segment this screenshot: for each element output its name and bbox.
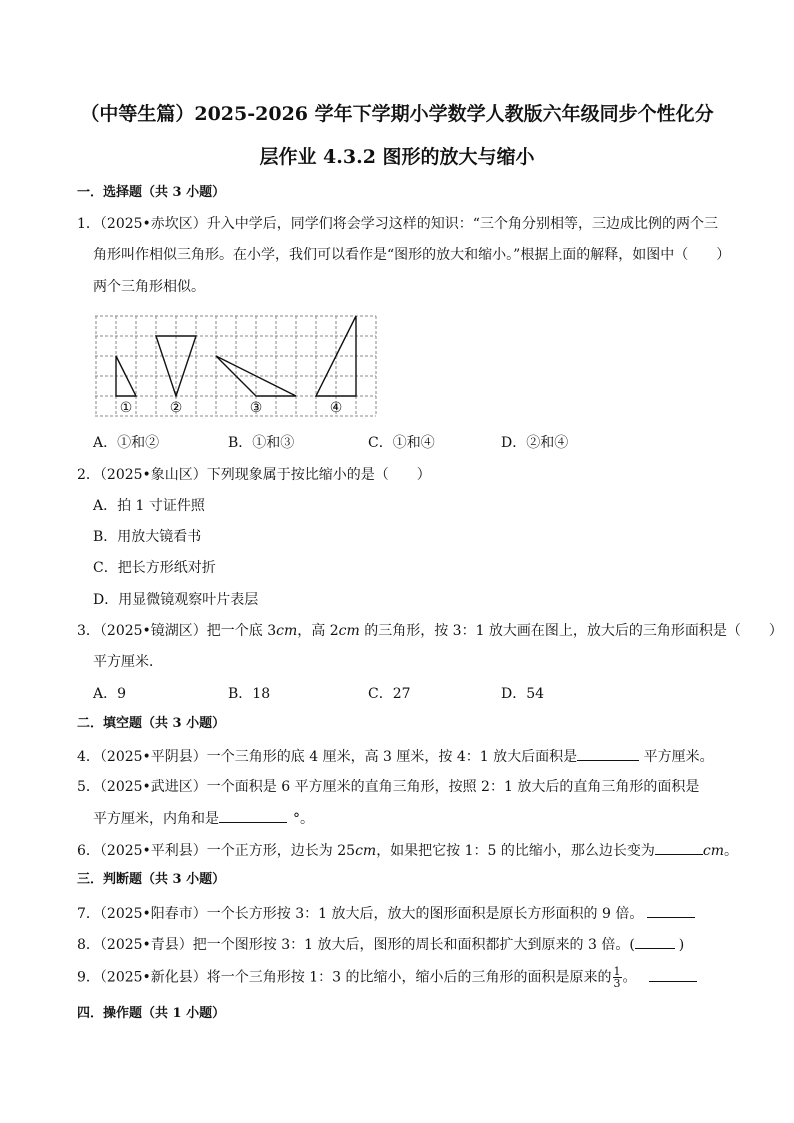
q8-answer-blank[interactable] [635, 934, 675, 949]
question-6 [77, 840, 738, 861]
q6-unit-2: cm [702, 843, 725, 859]
q1-line-3: 两个三角形相似。 [93, 279, 205, 295]
q6-unit-1: cm [355, 843, 377, 859]
q2-option-c[interactable]: C．把长方形纸对折 [93, 560, 216, 576]
q9-fraction-numerator: 1 [613, 965, 621, 978]
q2-stem: 2．（2025•象山区）下列现象属于按比缩小的是（ ） [77, 467, 431, 483]
q1-line-2: 角形叫作相似三角形。在小学，我们可以看作是“图形的放大和缩小。”根据上面的解释，如图中（ ） [93, 247, 731, 263]
q3-line-2: 平方厘米． [93, 654, 163, 670]
figure-label-4: ④ [329, 400, 343, 416]
title-line-1: （中等生篇）2025-2026 学年下学期小学数学人教版六年级同步个性化分 [80, 103, 714, 125]
section-heading-choice: 一．选择题（共 3 小题） [77, 185, 226, 200]
q5-line-1: 5．（2025•武进区）一个面积是 6 平方厘米的直角三角形，按照 2：1 放大后的直角三角形的面积是 [77, 779, 700, 795]
q9-fraction-denominator: 3 [613, 977, 621, 990]
q5-text-a: 平方厘米，内角和是 [93, 811, 219, 827]
q3-option-b[interactable]: B．18 [228, 686, 271, 702]
q3-unit-2: cm [338, 623, 360, 639]
q6-answer-blank[interactable] [655, 840, 703, 855]
q7-answer-blank[interactable] [647, 903, 695, 918]
q1-option-d[interactable]: D．②和④ [501, 435, 569, 451]
figure-label-1: ① [119, 400, 133, 416]
q5-answer-blank[interactable] [219, 808, 287, 823]
q1-line-1: 1．（2025•赤坎区）升入中学后，同学们将会学习这样的知识：“三个角分别相等，三边成比例的两个三 [77, 216, 718, 232]
q9-text-a: 9．（2025•新化县）将一个三角形按 1：3 的比缩小，缩小后的三角形的面积是原来的 [77, 969, 612, 986]
q2-option-d[interactable]: D．用显微镜观察叶片表层 [93, 592, 259, 608]
q4-text-a: 4．（2025•平阴县）一个三角形的底 4 厘米，高 3 厘米，按 4：1 放大后面积是 [77, 749, 578, 765]
figure-label-3: ③ [249, 400, 263, 416]
q1-option-c[interactable]: C．①和④ [368, 435, 435, 451]
q3-text-b: ，高 2 [297, 623, 339, 639]
question-9 [77, 966, 697, 989]
q6-text-b: ，如果把它按 1：5 的比缩小，那么边长变为 [376, 843, 655, 859]
q3-option-a[interactable]: A．9 [93, 686, 127, 702]
question-7 [77, 903, 695, 924]
q4-text-b: 平方厘米。 [639, 749, 714, 765]
question-4 [77, 746, 714, 767]
section-heading-fill: 二．填空题（共 3 小题） [77, 716, 226, 731]
q5-line-2 [93, 808, 314, 829]
q3-option-d[interactable]: D．54 [501, 686, 545, 702]
section-heading-judge: 三．判断题（共 3 小题） [77, 872, 226, 887]
q6-text-a: 6．（2025•平利县）一个正方形，边长为 25 [77, 843, 356, 859]
q1-option-a[interactable]: A．①和② [93, 435, 160, 451]
q1-triangle-figure [95, 315, 377, 417]
q6-text-c: 。 [724, 843, 739, 859]
question-8 [77, 934, 684, 955]
q3-unit-1: cm [276, 623, 298, 639]
title-line-2: 层作业 4.3.2 图形的放大与缩小 [259, 146, 535, 168]
figure-label-2: ② [169, 400, 183, 416]
q4-answer-blank[interactable] [577, 746, 639, 761]
section-heading-operation: 四．操作题（共 1 小题） [77, 1006, 226, 1021]
q3-line-1 [77, 621, 783, 641]
q3-text-c: 的三角形，按 3：1 放大画在图上，放大后的三角形面积是（ ） [359, 623, 783, 639]
q5-text-b: °。 [293, 811, 314, 827]
q1-option-b[interactable]: B．①和③ [228, 435, 295, 451]
q3-option-c[interactable]: C．27 [368, 686, 411, 702]
q3-text-a: 3．（2025•镜湖区）把一个底 3 [77, 623, 277, 639]
q2-option-a[interactable]: A．拍 1 寸证件照 [93, 498, 205, 514]
q9-text-b: 。 [622, 969, 637, 986]
q8-text-b: ) [678, 937, 685, 953]
q9-answer-blank[interactable] [649, 967, 697, 982]
q2-option-b[interactable]: B．用放大镜看书 [93, 529, 202, 545]
q9-fraction [613, 966, 622, 989]
q8-text-a: 8．（2025•青县）把一个图形按 3：1 放大后，图形的周长和面积都扩大到原来的 3 倍。( [77, 937, 635, 953]
q7-text: 7．（2025•阳春市）一个长方形按 3：1 放大后，放大的图形面积是原长方形面积的 9 倍。 [77, 906, 644, 922]
